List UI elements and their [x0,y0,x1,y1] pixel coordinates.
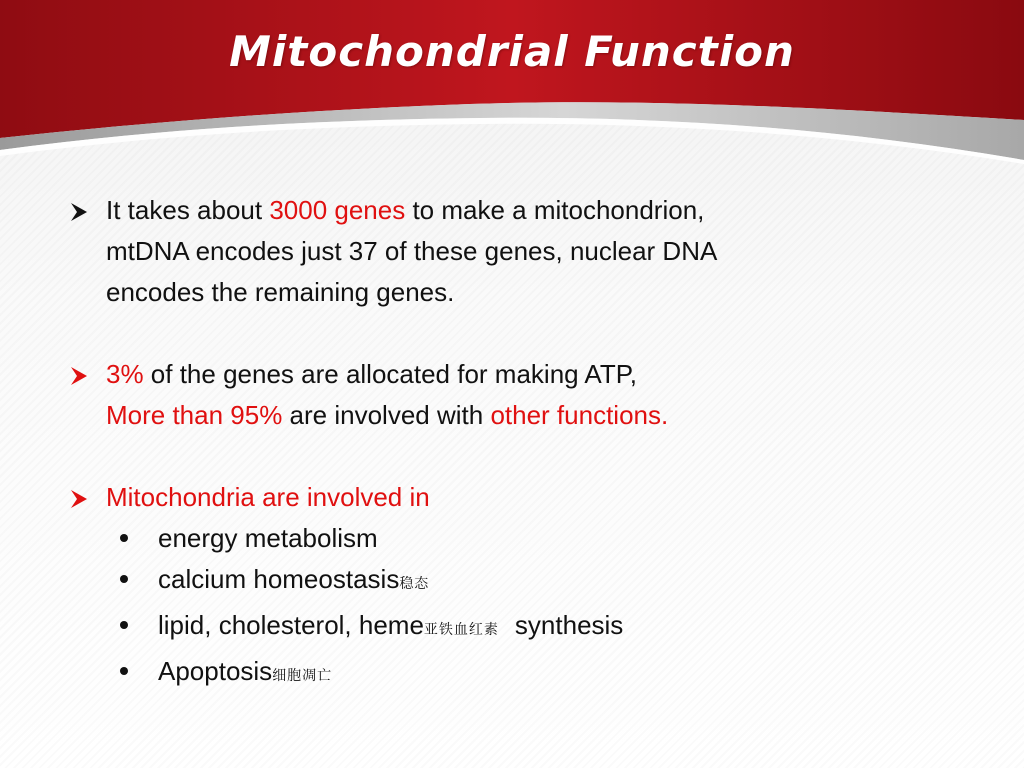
highlight-text: More than 95% [106,400,283,430]
bullet-line: encodes the remaining genes. [106,277,455,307]
chinese-annotation: 稳态 [399,576,430,592]
dot-bullet-icon [120,667,128,675]
highlight-text: other functions. [490,400,669,430]
bullet-involvement [66,477,946,697]
highlight-text: 3000 genes [269,195,406,225]
chinese-annotation: 细胞凋亡 [272,668,333,684]
bullet-line: It takes about 3000 genes to make a mitochondrion, [106,195,705,225]
dot-bullet-icon [120,621,128,629]
chinese-annotation: 亚铁血红素 [423,622,499,638]
list-item: energy metabolism [106,518,946,559]
bullet-line: 3% of the genes are allocated for making ATP, [106,359,637,389]
slide-title: Mitochondrial Function [229,27,795,76]
list-item: lipid, cholesterol, heme亚铁血红素 synthesis [106,605,946,651]
bullet-genes [66,190,946,313]
list-item: calcium homeostasis稳态 [106,559,946,605]
list-item: Apoptosis细胞凋亡 [106,651,946,697]
dot-bullet-icon [120,575,128,583]
highlight-text: 3% [106,359,144,389]
arrow-bullet-icon [68,201,90,223]
arrow-bullet-icon [68,488,90,510]
bullet-line: More than 95% are involved with other functions. [106,400,669,430]
bullet-allocation [66,354,946,436]
slide-content [66,190,946,738]
arrow-bullet-icon [68,365,90,387]
sub-bullet-list [106,518,946,697]
bullet-line: mtDNA encodes just 37 of these genes, nuclear DNA [106,236,718,266]
bullet-heading: Mitochondria are involved in [106,482,430,512]
dot-bullet-icon [120,534,128,542]
